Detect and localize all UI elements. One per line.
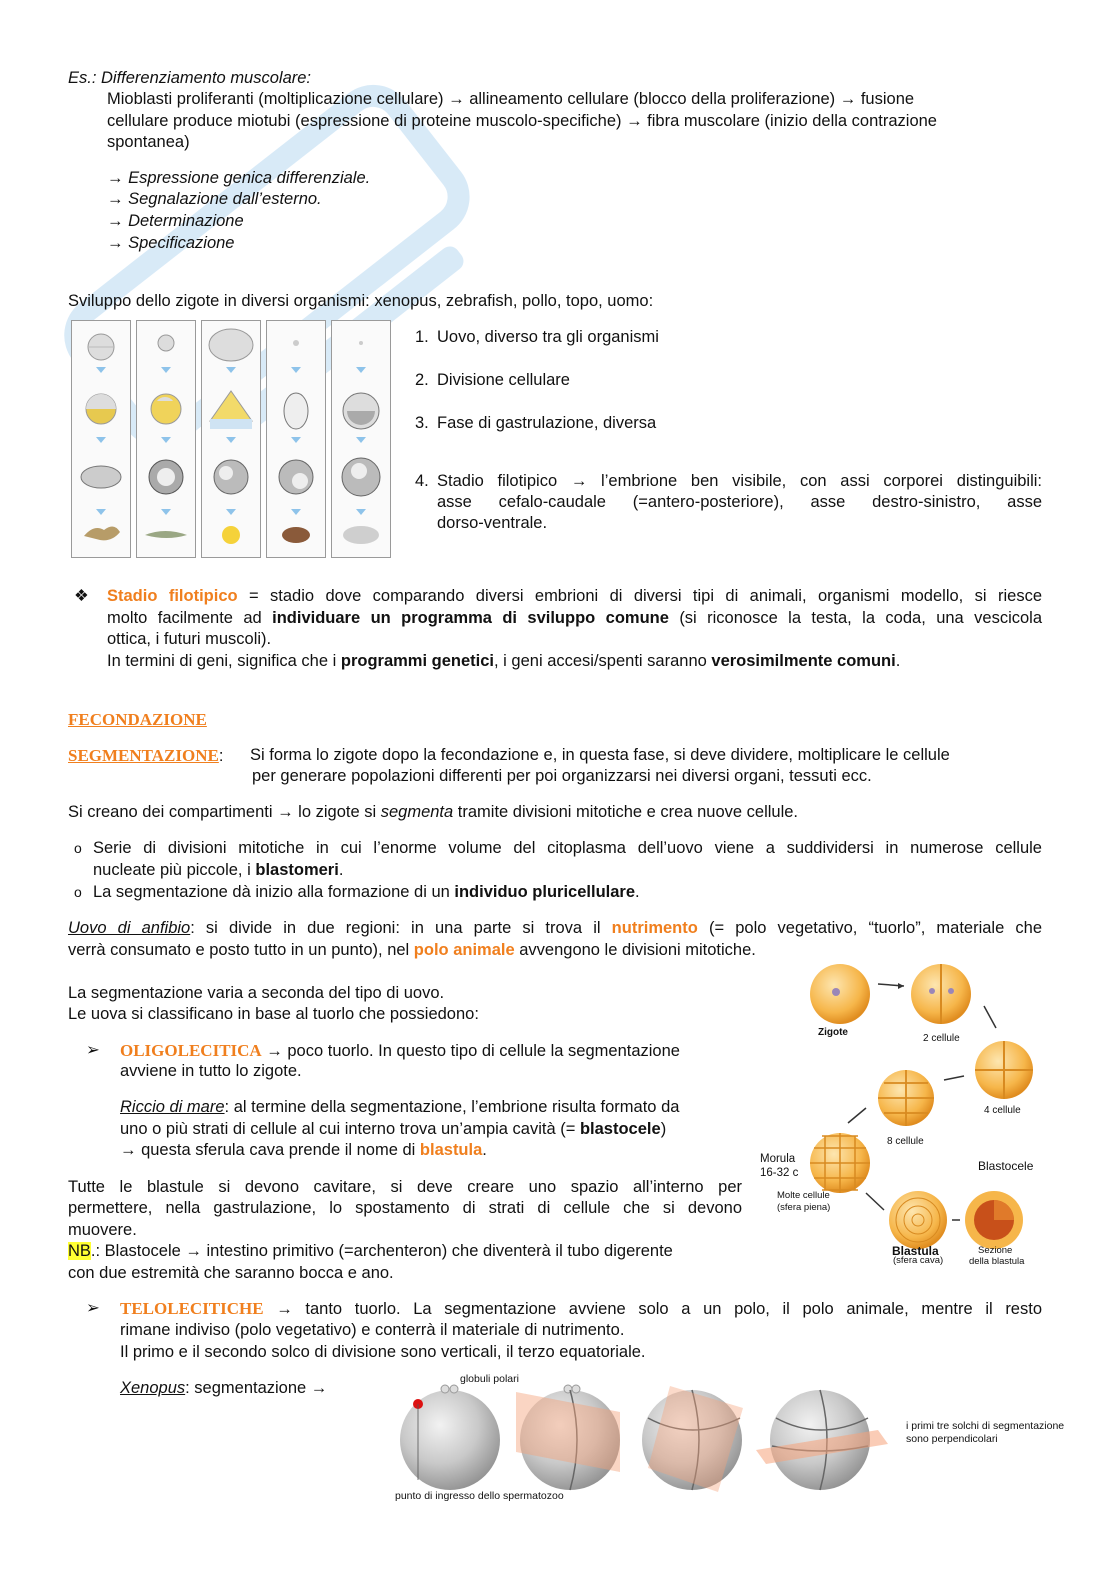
cleavage-figure [756, 958, 1046, 1278]
label-4-cellule: 4 cellule [984, 1105, 1021, 1116]
telo-line: TELOLECITICHE → tanto tuorlo. La segmentazione avviene solo a un polo, il polo animale, mentre il resto [120, 1299, 1042, 1318]
label-zigote: Zigote [818, 1027, 848, 1038]
blastule-line: con due estremità che saranno bocca e ano. [68, 1264, 394, 1282]
embryo-panel [266, 320, 326, 558]
segmentazione-text: Si forma lo zigote dopo la fecondazione e, in questa fase, si deve dividere, moltiplicare le cellule [250, 746, 950, 764]
arrow-item: → Segnalazione dall’esterno. [107, 190, 322, 208]
arrow-item: → Espressione genica differenziale. [107, 169, 371, 187]
label-morula: Morula [760, 1153, 796, 1165]
label-8-cellule: 8 cellule [887, 1136, 924, 1147]
xenopus-figure [388, 1372, 1065, 1504]
label-sfera-piena: (sfera piena) [777, 1202, 831, 1213]
embryo-panel [136, 320, 196, 558]
list-item-text: dorso-ventrale. [437, 514, 548, 532]
list-item-text: asse cefalo-caudale (=antero-posteriore), asse destro-sinistro, asse [437, 493, 1042, 511]
riccio-line: Riccio di mare: al termine della segmentazione, l’embrione risulta formato da [120, 1098, 680, 1116]
bullet-text: nucleate più piccole, i blastomeri. [93, 861, 344, 879]
definition-line: Stadio filotipico = stadio dove comparando diversi embrioni di diversi tipi di animali, organismi modello, si riesce [107, 587, 1042, 605]
arrow-bullet-icon: ➢ [86, 1299, 100, 1317]
compartimenti-line: Si creano dei compartimenti → lo zigote si segmenta tramite divisioni mitotiche e crea nuove cellule. [68, 803, 799, 821]
embryo-panel [71, 320, 131, 558]
label-morula-cells: 16-32 c [760, 1167, 799, 1179]
example-label: Es.: Differenziamento muscolare: [68, 69, 312, 87]
varia-line: Le uova si classificano in base al tuorlo che possiedono: [68, 1005, 479, 1023]
label-blastula: Blastula [892, 1244, 939, 1258]
bullet-text: La segmentazione dà inizio alla formazione di un individuo pluricellulare. [93, 883, 640, 901]
bullet-text: Serie di divisioni mitotiche in cui l’enorme volume del citoplasma dell’uovo viene a suddividersi in numerose cellule [93, 839, 1042, 857]
bullet-circle: o [74, 840, 82, 856]
xenopus-line: Xenopus: segmentazione → [120, 1379, 328, 1397]
blastule-line: permettere, nella gastrulazione, lo spostamento di strati di cellule che si devono [68, 1199, 742, 1217]
arrow-item: → Determinazione [107, 212, 244, 230]
varia-line: La segmentazione varia a seconda del tipo di uovo. [68, 984, 445, 1002]
arrow-bullet-icon: ➢ [86, 1041, 100, 1059]
riccio-line: → questa sferula cava prende il nome di blastula. [120, 1141, 487, 1159]
definition-line: In termini di geni, significa che i programmi genetici, i geni accesi/spenti saranno verosimilmente comuni. [107, 652, 901, 670]
definition-line: molto facilmente ad individuare un programma di sviluppo comune (si riconosce la testa, la coda, una vescicola [107, 609, 1043, 627]
definition-line: ottica, i futuri muscoli). [107, 630, 272, 648]
list-item: 4. [415, 472, 429, 490]
label-globuli-polari: globuli polari [460, 1373, 519, 1385]
list-item: 2. Divisione cellulare [415, 371, 570, 389]
section-title: Sviluppo dello zigote in diversi organismi: xenopus, zebrafish, pollo, topo, uomo: [68, 292, 654, 310]
segmentazione-text: per generare popolazioni differenti per poi organizzarsi nei diversi organi, tessuti ecc. [252, 767, 872, 785]
telo-line: rimane indiviso (polo vegetativo) e conterrà il materiale di nutrimento. [120, 1321, 625, 1339]
label-solchi: i primi tre solchi di segmentazione [906, 1420, 1065, 1432]
list-item: 3. Fase di gastrulazione, diversa [415, 414, 657, 432]
intro-text-line: cellulare produce miotubi (espressione di proteine muscolo-specifiche) → fibra muscolare (inizio della contrazione [107, 112, 937, 130]
list-item-text: Stadio filotipico → l’embrione ben visibile, con assi corporei distinguibili: [437, 472, 1042, 490]
telo-line: Il primo e il secondo solco di divisione sono verticali, il terzo equatoriale. [120, 1343, 646, 1361]
riccio-line: uno o più strati di cellule al cui interno trova un’ampia cavità (= blastocele) [120, 1120, 667, 1138]
blastule-line: Tutte le blastule si devono cavitare, si deve creare uno spazio all’interno per [68, 1178, 742, 1196]
anfibio-line: verrà consumato e posto tutto in un punto), nel polo animale avvengono le divisioni mitotiche. [68, 941, 756, 959]
blastule-line: muovere. [68, 1221, 137, 1239]
heading-fecondazione: FECONDAZIONE [68, 710, 207, 729]
intro-text-line: Mioblasti proliferanti (moltiplicazione cellulare) → allineamento cellulare (blocco della proliferazione) → fusione [107, 90, 915, 108]
label-2-cellule: 2 cellule [923, 1033, 960, 1044]
arrow-item: → Specificazione [107, 234, 235, 252]
intro-text-line: spontanea) [107, 133, 190, 151]
embryo-panel [331, 320, 391, 558]
nb-line: NB.: Blastocele → intestino primitivo (=archenteron) che diventerà il tubo digerente [68, 1242, 673, 1260]
heading-segmentazione: SEGMENTAZIONE: [68, 746, 224, 765]
label-sezione: Sezione [978, 1245, 1013, 1256]
label-della-blastula: della blastula [969, 1256, 1025, 1267]
label-sfera-cava: (sfera cava) [893, 1255, 944, 1266]
anfibio-line: Uovo di anfibio: si divide in due regioni: in una parte si trova il nutrimento (= polo vegetativo, “tuorlo”, materiale che [68, 919, 1042, 937]
embryo-panel [201, 320, 261, 558]
bullet-icon: ❖ [74, 587, 89, 605]
list-item: 1. Uovo, diverso tra gli organismi [415, 328, 659, 346]
bullet-circle: o [74, 884, 82, 900]
label-blastocele: Blastocele [978, 1159, 1034, 1173]
label-perpendicolari: sono perpendicolari [906, 1433, 998, 1445]
label-molte-cellule: Molte cellule [777, 1190, 830, 1201]
oligo-line: OLIGOLECITICA → poco tuorlo. In questo tipo di cellule la segmentazione [120, 1041, 680, 1060]
oligo-line: avviene in tutto lo zigote. [120, 1062, 302, 1080]
label-punto-ingresso: punto di ingresso dello spermatozoo [395, 1490, 564, 1502]
